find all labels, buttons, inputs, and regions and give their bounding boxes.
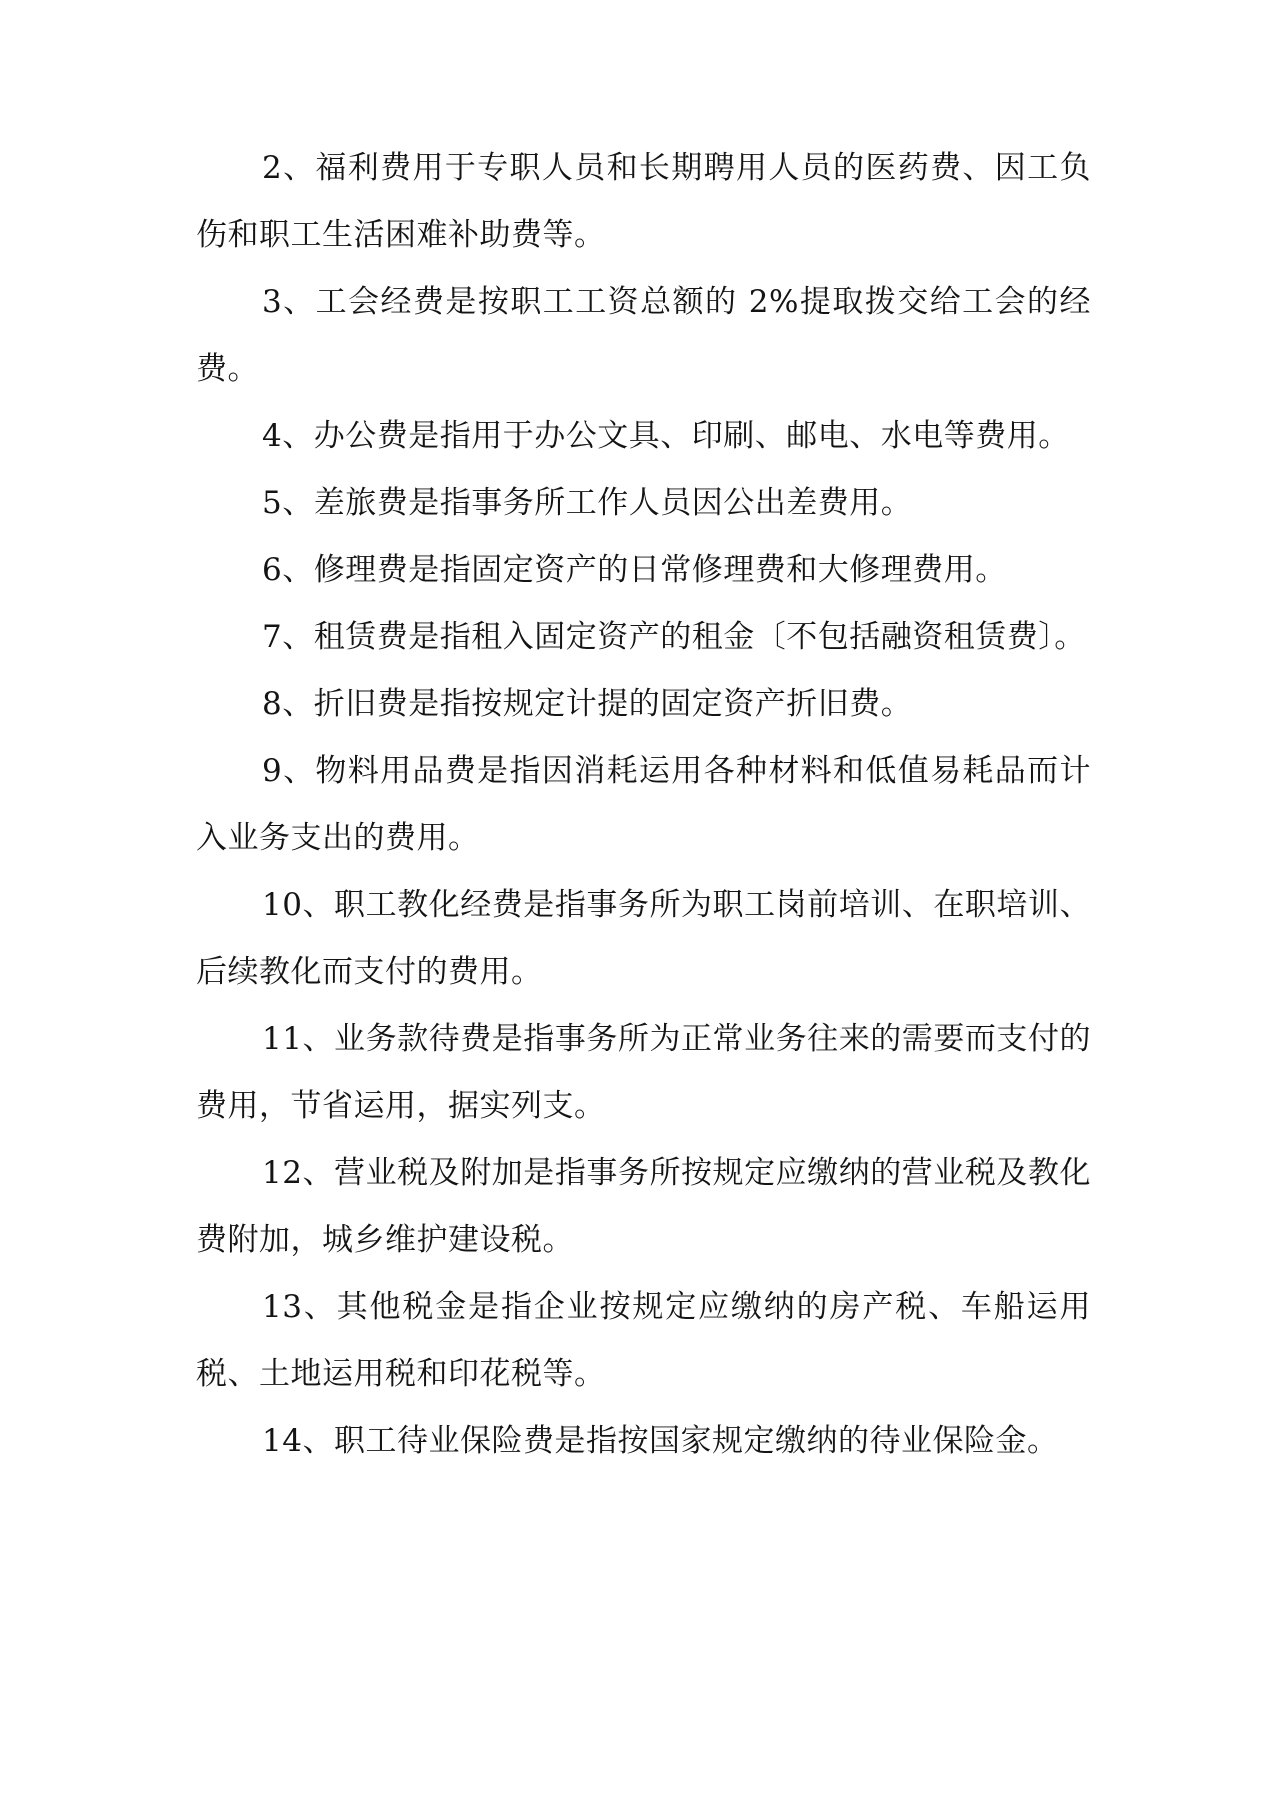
paragraph-repair-fee: 6、修理费是指固定资产的日常修理费和大修理费用。 (262, 552, 1007, 588)
paragraph-entertainment-fee: 11、业务款待费是指事务所为正常业务往来的需要而支付的费用，节省运用，据实列支。 (196, 1021, 1091, 1124)
paragraph-welfare-fee: 2、福利费用于专职人员和长期聘用人员的医药费、因工负伤和职工生活困难补助费等。 (196, 150, 1091, 253)
paragraph-other-taxes: 13、其他税金是指企业按规定应缴纳的房产税、车船运用税、土地运用税和印花税等。 (196, 1289, 1091, 1392)
paragraph-office-fee: 4、办公费是指用于办公文具、印刷、邮电、水电等费用。 (262, 418, 1070, 454)
paragraph-lease-fee: 7、租赁费是指租入固定资产的租金〔不包括融资租赁费〕。 (262, 619, 1086, 655)
paragraph-travel-fee: 5、差旅费是指事务所工作人员因公出差费用。 (262, 485, 913, 521)
paragraph-education-fee: 10、职工教化经费是指事务所为职工岗前培训、在职培训、后续教化而支付的费用。 (196, 887, 1091, 990)
paragraph-unemployment-insurance: 14、职工待业保险费是指按国家规定缴纳的待业保险金。 (262, 1423, 1059, 1459)
paragraph-materials-fee: 9、物料用品费是指因消耗运用各种材料和低值易耗品而计入业务支出的费用。 (196, 753, 1091, 856)
paragraph-business-tax: 12、营业税及附加是指事务所按规定应缴纳的营业税及教化费附加，城乡维护建设税。 (196, 1155, 1091, 1258)
document-body (196, 135, 1091, 1475)
paragraph-union-fee: 3、工会经费是按职工工资总额的 2%提取拨交给工会的经费。 (196, 284, 1091, 387)
paragraph-depreciation-fee: 8、折旧费是指按规定计提的固定资产折旧费。 (262, 686, 913, 722)
